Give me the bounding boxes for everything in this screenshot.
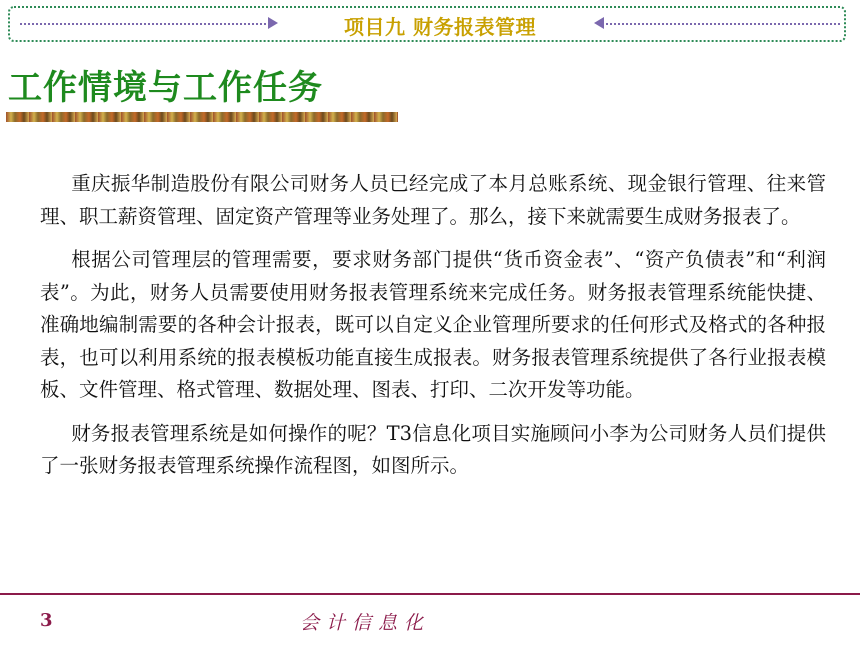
- banner-dotted-line-left: [20, 23, 270, 25]
- body-text: [40, 168, 826, 494]
- banner-dotted-line-right: [602, 23, 840, 25]
- banner-title: 项目九 财务报表管理: [344, 15, 536, 39]
- arrow-right-icon: [268, 17, 278, 29]
- page-number: 3: [40, 610, 53, 631]
- paragraph-2: 根据公司管理层的管理需要，要求财务部门提供“货币资金表”、“资产负债表”和“利润表”。为此，财务人员需要使用财务报表管理系统来完成任务。财务报表管理系统能快捷、准确地编制需要的各种会计报表，既可以自定义企业管理所要求的任何形式及格式的各种报表，也可以利用系统的报表模板功能直接生成报表。财务报表管理系统提供了各行业报表模板、文件管理、格式管理、数据处理、图表、打印、二次开发等功能。: [40, 248, 826, 401]
- footer-label: 会计信息化: [300, 612, 431, 634]
- footer-divider: [0, 593, 860, 595]
- paragraph-3: 财务报表管理系统是如何操作的呢？T3信息化项目实施顾问小李为公司财务人员们提供了一张财务报表管理系统操作流程图，如图所示。: [40, 421, 826, 477]
- section-heading: 工作情境与工作任务: [8, 68, 323, 108]
- paragraph-1: 重庆振华制造股份有限公司财务人员已经完成了本月总账系统、现金银行管理、往来管理、职工薪资管理、固定资产管理等业务处理了。那么，接下来就需要生成财务报表了。: [40, 172, 826, 228]
- decorative-bar: [6, 112, 398, 122]
- header-banner: [8, 6, 846, 42]
